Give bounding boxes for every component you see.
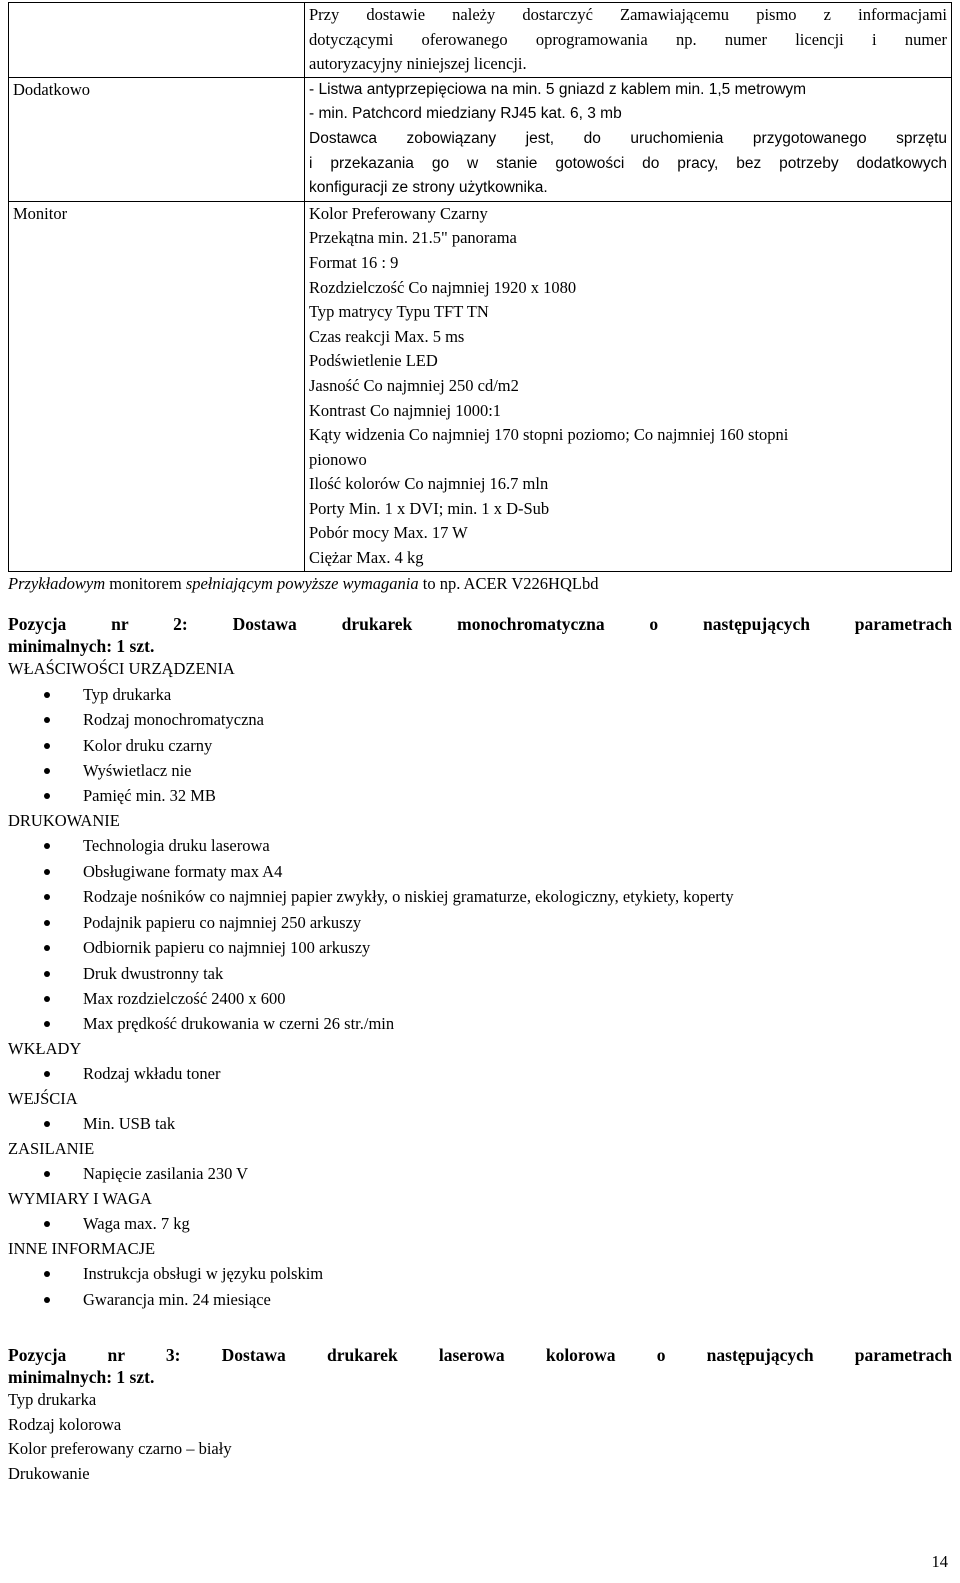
list-item: Instrukcja obsługi w języku polskim: [8, 1261, 952, 1286]
list-item: Rodzaje nośników co najmniej papier zwykły, o niskiej gramaturze, ekologiczny, etykiety, koperty: [8, 884, 952, 909]
spec-value-line: autoryzacyjny niniejszej licencji.: [309, 54, 527, 74]
example-italic-1: Przykładowym: [8, 573, 106, 593]
position-3-heading: [8, 1344, 952, 1388]
section-heading: WKŁADY: [8, 1038, 82, 1058]
list-item: Min. USB tak: [8, 1111, 952, 1136]
list-item: Typ drukarka: [8, 682, 952, 707]
spec-row-label: Monitor: [9, 201, 305, 571]
position-3-title-line1: Pozycja nr 3: Dostawa drukarek laserowa kolorowa o następujących parametrach: [8, 1345, 952, 1366]
list-item: Odbiornik papieru co najmniej 100 arkuszy: [8, 935, 952, 960]
spec-table: [8, 2, 952, 572]
position-3-line: Kolor preferowany czarno – biały: [8, 1439, 232, 1459]
spec-value-line: - min. Patchcord miedziany RJ45 kat. 6, 3 mb: [309, 105, 622, 123]
spec-table-body: [9, 3, 952, 572]
section-heading: WEJŚCIA: [8, 1088, 78, 1108]
list-item: Rodzaj wkładu toner: [8, 1061, 952, 1086]
spec-value-line: Jasność Co najmniej 250 cd/m2: [309, 375, 519, 395]
spec-table-row: [9, 3, 952, 78]
spec-row-label: Dodatkowo: [9, 77, 305, 201]
spec-value-line: pionowo: [309, 449, 367, 469]
spec-value-line: i przekazania go w stanie gotowości do pracy, bez potrzeby dodatkowych: [309, 154, 947, 172]
spec-value-line: Rozdzielczość Co najmniej 1920 x 1080: [309, 277, 577, 297]
spec-value-line: Przekątna min. 21.5" panorama: [309, 228, 517, 248]
position-2-sections: [8, 657, 952, 1312]
list-item: Gwarancja min. 24 miesiące: [8, 1287, 952, 1312]
section-bullet-list: [8, 1061, 952, 1086]
spec-row-value: [305, 3, 952, 78]
section-bullet-list: [8, 1211, 952, 1236]
section-bullet-list: [8, 1111, 952, 1136]
list-item: Napięcie zasilania 230 V: [8, 1161, 952, 1186]
position-2-title-line1: Pozycja nr 2: Dostawa drukarek monochromatyczna o następujących parametrach: [8, 614, 952, 635]
list-item: Technologia druku laserowa: [8, 833, 952, 858]
position-3-title-line2: minimalnych: 1 szt.: [8, 1367, 155, 1388]
spec-row-label: [9, 3, 305, 78]
list-item: Rodzaj monochromatyczna: [8, 707, 952, 732]
section-heading: WŁAŚCIWOŚCI URZĄDZENIA: [8, 659, 235, 679]
spec-value-line: Czas reakcji Max. 5 ms: [309, 326, 465, 346]
document-page: [8, 2, 952, 1487]
list-item: Obsługiwane formaty max A4: [8, 859, 952, 884]
list-item: Podajnik papieru co najmniej 250 arkuszy: [8, 910, 952, 935]
spec-value-line: konfiguracji ze strony użytkownika.: [309, 179, 548, 197]
section-bullet-list: [8, 1261, 952, 1312]
position-3-line: Drukowanie: [8, 1463, 90, 1483]
page-number: 14: [931, 1552, 948, 1571]
list-item: Pamięć min. 32 MB: [8, 783, 952, 808]
section-heading: INNE INFORMACJE: [8, 1238, 156, 1258]
spec-row-value: [305, 77, 952, 201]
section-bullet-list: [8, 1161, 952, 1186]
spec-row-value: [305, 201, 952, 571]
spec-table-row: [9, 77, 952, 201]
section-heading: ZASILANIE: [8, 1138, 95, 1158]
list-item: Max rozdzielczość 2400 x 600: [8, 986, 952, 1011]
section-heading: DRUKOWANIE: [8, 810, 120, 830]
position-2-title-line2: minimalnych: 1 szt.: [8, 636, 155, 657]
spec-value-line: Kontrast Co najmniej 1000:1: [309, 400, 502, 420]
example-plain-2: to np. ACER V226HQLbd: [418, 573, 599, 593]
spec-value-line: Podświetlenie LED: [309, 351, 438, 371]
example-note: [8, 572, 952, 597]
section-bullet-list: [8, 682, 952, 809]
spec-value-line: Kolor Preferowany Czarny: [309, 203, 488, 223]
list-item: Waga max. 7 kg: [8, 1211, 952, 1236]
position-2-heading: [8, 613, 952, 657]
position-3-line: Rodzaj kolorowa: [8, 1414, 122, 1434]
spec-value-line: Typ matrycy Typu TFT TN: [309, 302, 489, 322]
spec-value-line: Kąty widzenia Co najmniej 170 stopni poziomo; Co najmniej 160 stopni: [309, 425, 789, 445]
spec-value-line: Porty Min. 1 x DVI; min. 1 x D-Sub: [309, 498, 550, 518]
list-item: Druk dwustronny tak: [8, 961, 952, 986]
position-3-lines: [8, 1388, 952, 1486]
list-item: Wyświetlacz nie: [8, 758, 952, 783]
spec-table-row: [9, 201, 952, 571]
spec-value-line: Ciężar Max. 4 kg: [309, 548, 424, 568]
position-3-line: Typ drukarka: [8, 1390, 97, 1410]
spec-value-line: Ilość kolorów Co najmniej 16.7 mln: [309, 474, 549, 494]
list-item: Max prędkość drukowania w czerni 26 str./min: [8, 1011, 952, 1036]
spec-value-line: Pobór mocy Max. 17 W: [309, 523, 468, 543]
spec-value-line: Format 16 : 9: [309, 252, 399, 272]
section-heading: WYMIARY I WAGA: [8, 1188, 152, 1208]
list-item: Kolor druku czarny: [8, 733, 952, 758]
example-italic-2: spełniającym powyższe wymagania: [185, 573, 419, 593]
spec-value-line: dotyczącymi oferowanego oprogramowania np. numer licencji i numer: [309, 29, 947, 49]
spec-value-line: - Listwa antyprzepięciowa na min. 5 gniazd z kablem min. 1,5 metrowym: [309, 80, 807, 98]
spec-value-line: Dostawca zobowiązany jest, do uruchomienia przygotowanego sprzętu: [309, 129, 947, 147]
example-plain-1: monitorem: [105, 573, 186, 593]
section-bullet-list: [8, 833, 952, 1036]
spec-value-line: Przy dostawie należy dostarczyć Zamawiającemu pismo z informacjami: [309, 5, 947, 24]
